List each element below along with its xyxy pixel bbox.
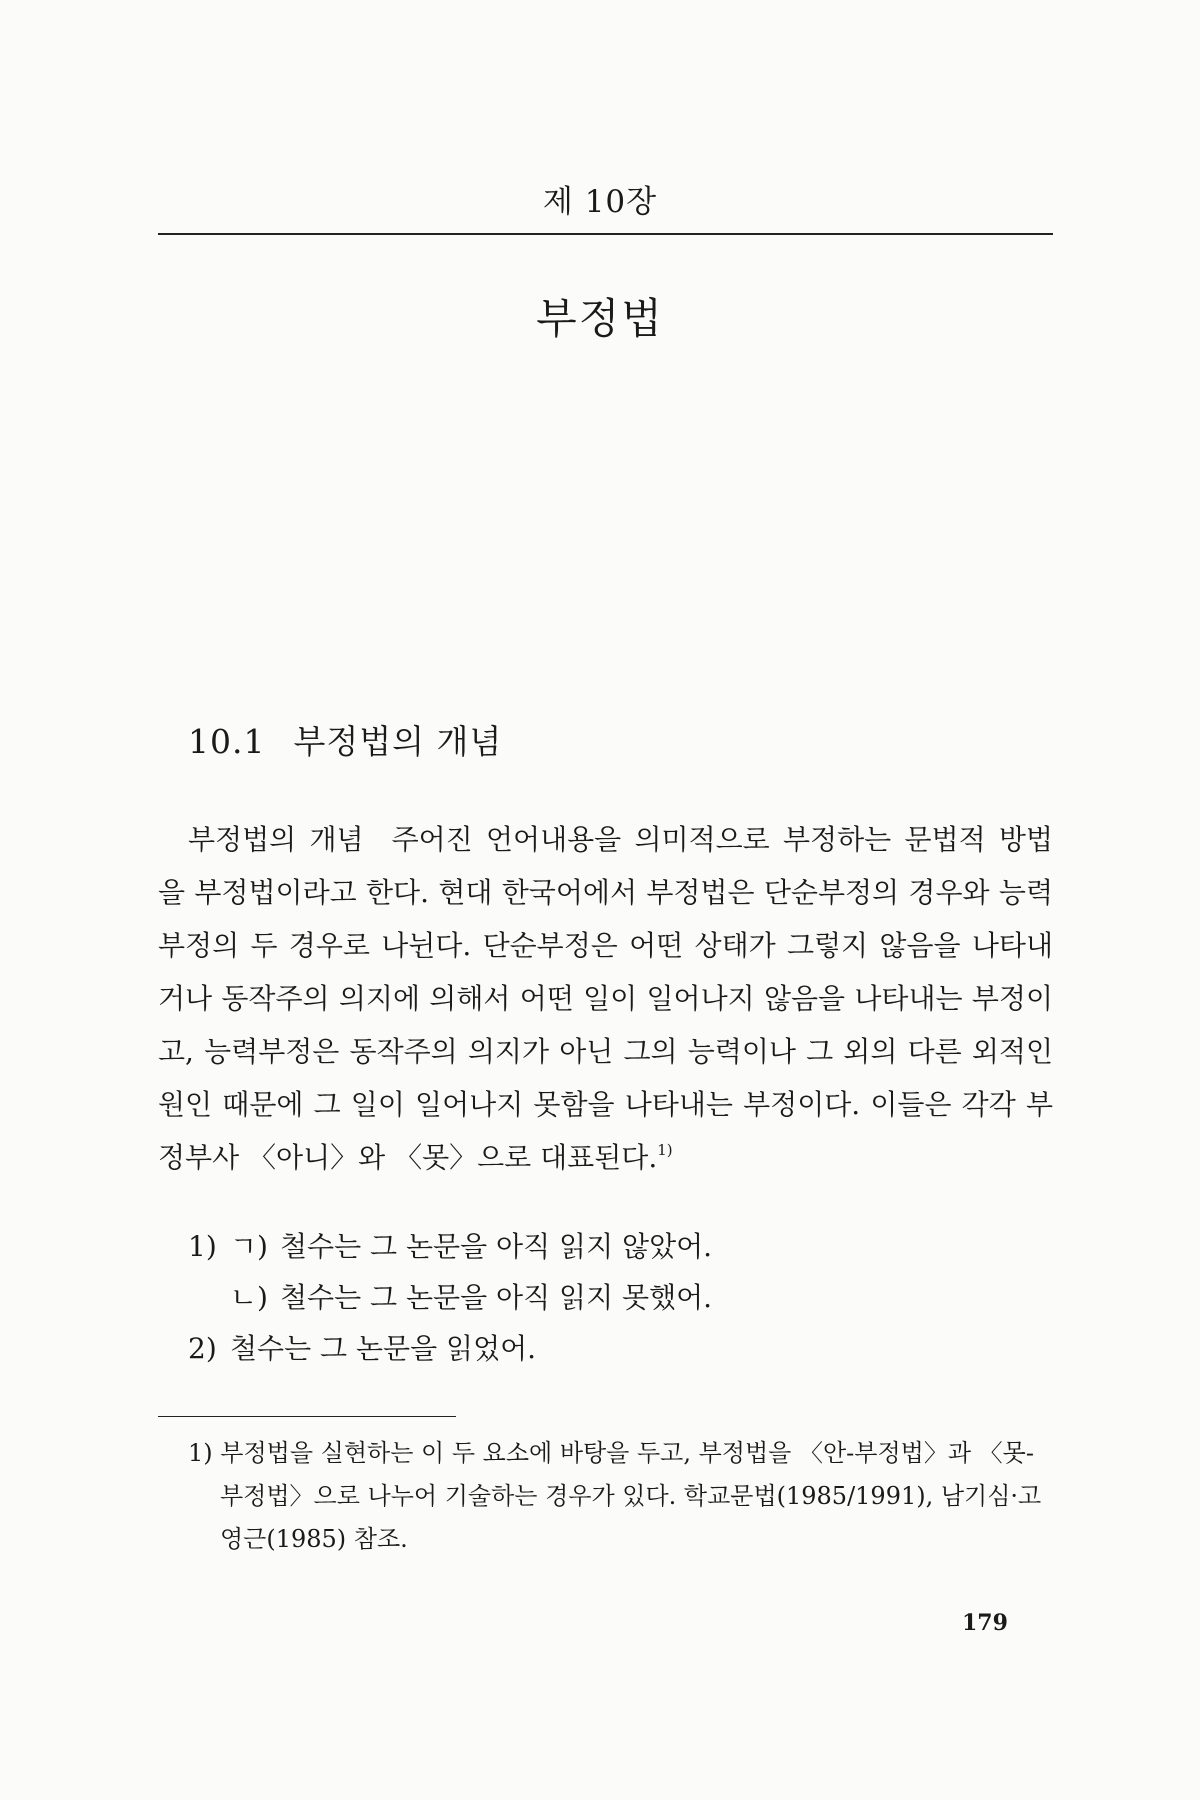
example-text: 철수는 그 논문을 읽었어. [230, 1332, 537, 1365]
footnote-line-2: 부정법〉으로 나누어 기술하는 경우가 있다. 학교문법(1985/1991), 남기심·고 [220, 1482, 1042, 1510]
paragraph-text: 주어진 언어내용을 의미적으로 부정하는 문법적 방법을 부정법이라고 한다. 현대 한국어에서 부정법은 단순부정의 경우와 능력부정의 두 경우로 나뉜다. 단순부정은 어떤 상태가 그렇지 않음을 나타내거나 동작주의 의지에 의해서 어떤 일이 일어나지 않음을 나타내는 부정이고, 능력부정은 동작주의 의지가 아닌 그의 능력이나 그 외의 다른 외적인 원인 때문에 그 일이 일어나지 못함을 나타내는 부정이다. 이들은 각각 부정부사 〈아니〉와 〈못〉으로 대표된다. [158, 823, 1053, 1174]
paragraph-term: 부정법의 개념 [188, 823, 364, 856]
example-sub-label: ㄴ) [230, 1281, 268, 1314]
example-number: 2) [188, 1332, 217, 1365]
example-text: 철수는 그 논문을 아직 읽지 못했어. [279, 1281, 713, 1314]
example-1a [188, 1221, 712, 1272]
page-number: 179 [962, 1610, 1008, 1636]
section-heading [188, 716, 502, 763]
section-title: 부정법의 개념 [293, 722, 503, 761]
example-1b [188, 1272, 712, 1323]
footnote-line-1 [188, 1432, 1058, 1475]
chapter-title: 부정법 [536, 294, 664, 343]
footnote-ref[interactable]: 1) [657, 1141, 673, 1159]
footnote-line-3: 영근(1985) 참조. [220, 1525, 408, 1553]
example-sub-label: ㄱ) [230, 1230, 268, 1263]
chapter-label: 제 10장 [542, 184, 658, 220]
footnote [188, 1432, 1058, 1561]
footnote-rule [158, 1416, 456, 1417]
section-number: 10.1 [188, 722, 266, 761]
body-paragraph [158, 813, 1053, 1184]
footnote-number: 1) [188, 1439, 213, 1467]
example-list [188, 1221, 712, 1374]
example-text: 철수는 그 논문을 아직 읽지 않았어. [279, 1230, 713, 1263]
chapter-rule [158, 233, 1053, 235]
example-number: 1) [188, 1230, 217, 1263]
footnote-text-1: 부정법을 실현하는 이 두 요소에 바탕을 두고, 부정법을 〈안-부정법〉과 〈못- [220, 1439, 1034, 1467]
example-2 [188, 1323, 712, 1374]
